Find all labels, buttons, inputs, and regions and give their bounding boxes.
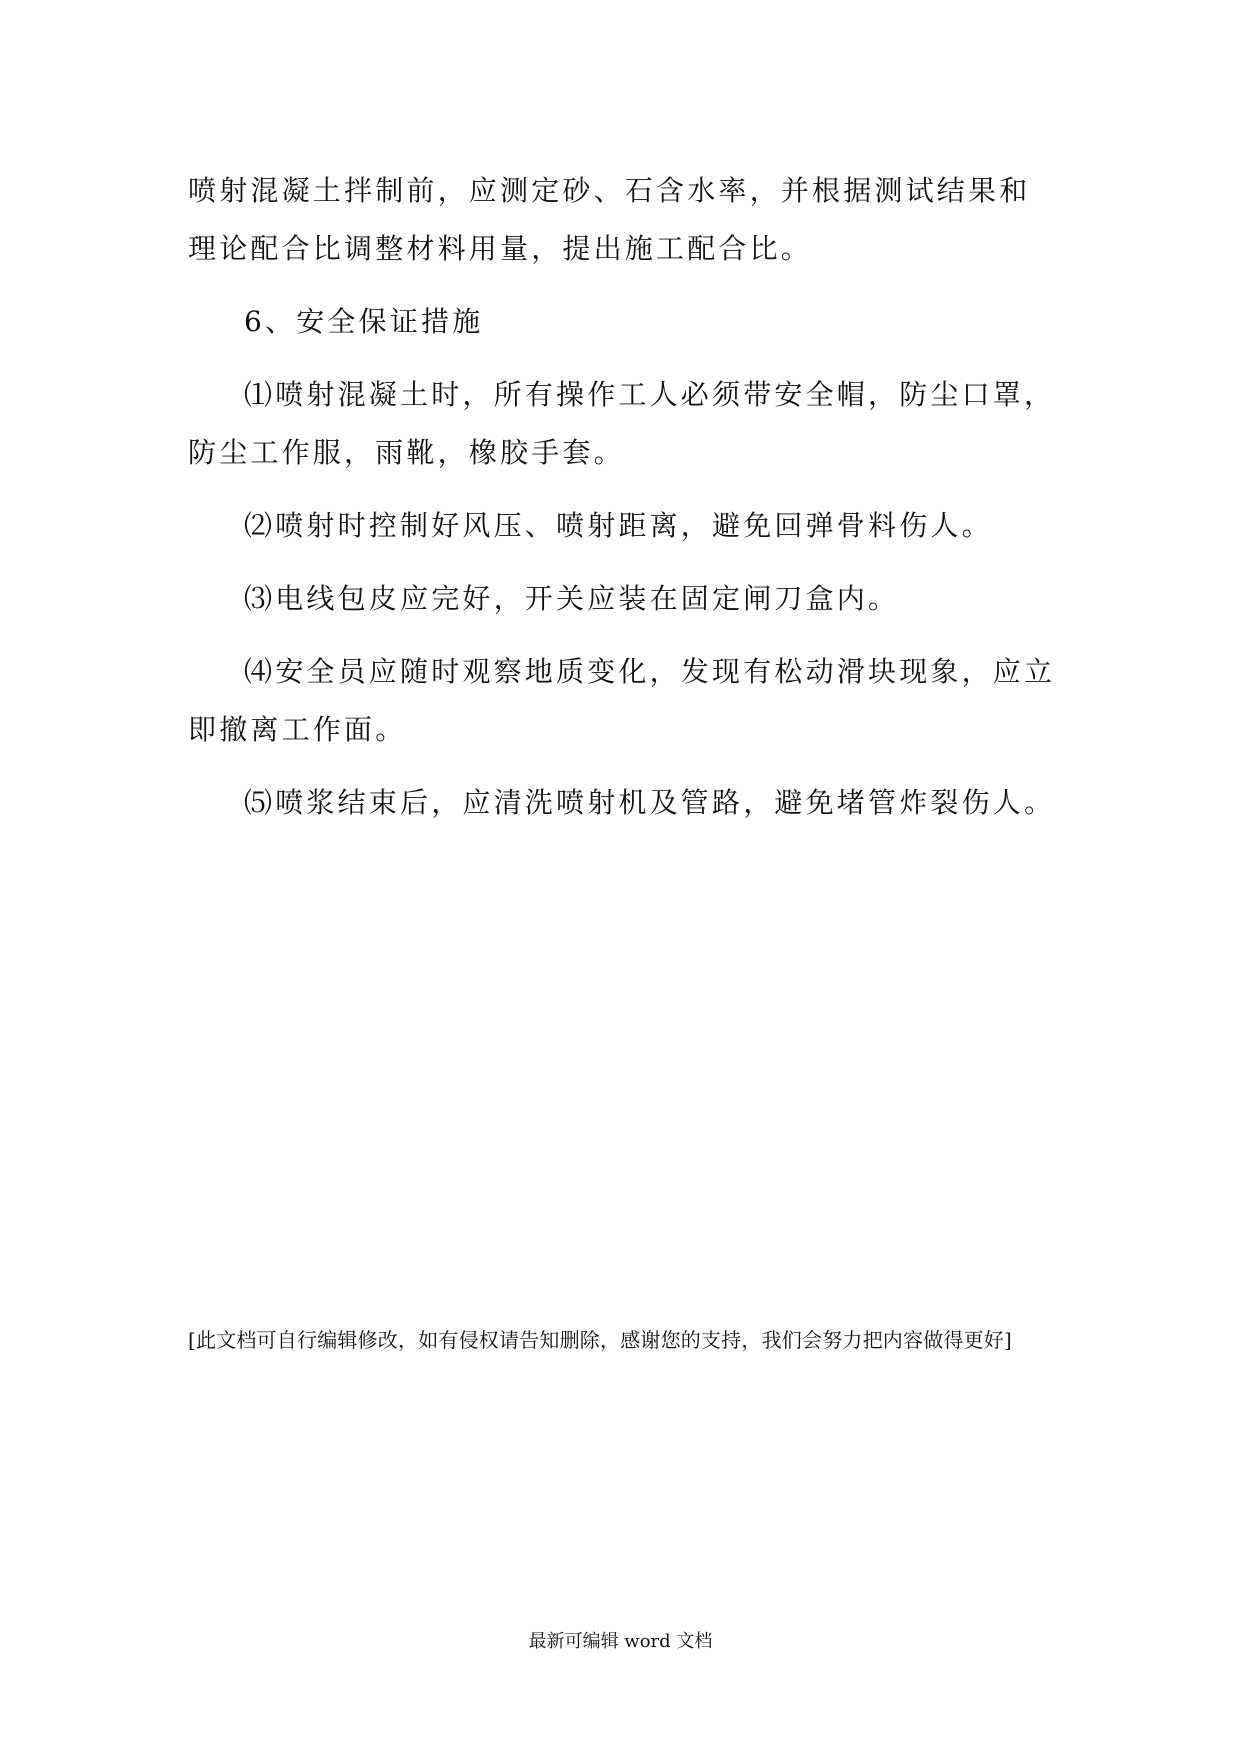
document-body	[188, 162, 1060, 832]
list-item-geology-observation: ⑷安全员应随时观察地质变化，发现有松动滑块现象，应立即撤离工作面。	[188, 655, 1056, 746]
list-item-air-pressure: ⑵喷射时控制好风压、喷射距离，避免回弹骨料伤人。	[244, 509, 993, 542]
section-heading-safety-measures: 6、安全保证措施	[244, 305, 484, 338]
list-item-protective-gear: ⑴喷射混凝土时，所有操作工人必须带安全帽，防尘口罩，防尘工作服，雨靴，橡胶手套。	[188, 378, 1056, 469]
edit-disclaimer-note: [此文档可自行编辑修改，如有侵权请告知删除，感谢您的支持，我们会努力把内容做得更好]	[188, 1328, 1013, 1352]
page-footer: 最新可编辑 word 文档	[528, 1631, 713, 1652]
paragraph-mix-ratio: 喷射混凝土拌制前，应测定砂、石含水率，并根据测试结果和理论配合比调整材料用量，提出施工配合比。	[188, 174, 1031, 265]
list-item-cleaning: ⑸喷浆结束后，应清洗喷射机及管路，避免堵管炸裂伤人。	[244, 786, 1056, 819]
list-item-electric-wiring: ⑶电线包皮应完好，开关应装在固定闸刀盒内。	[244, 582, 900, 615]
